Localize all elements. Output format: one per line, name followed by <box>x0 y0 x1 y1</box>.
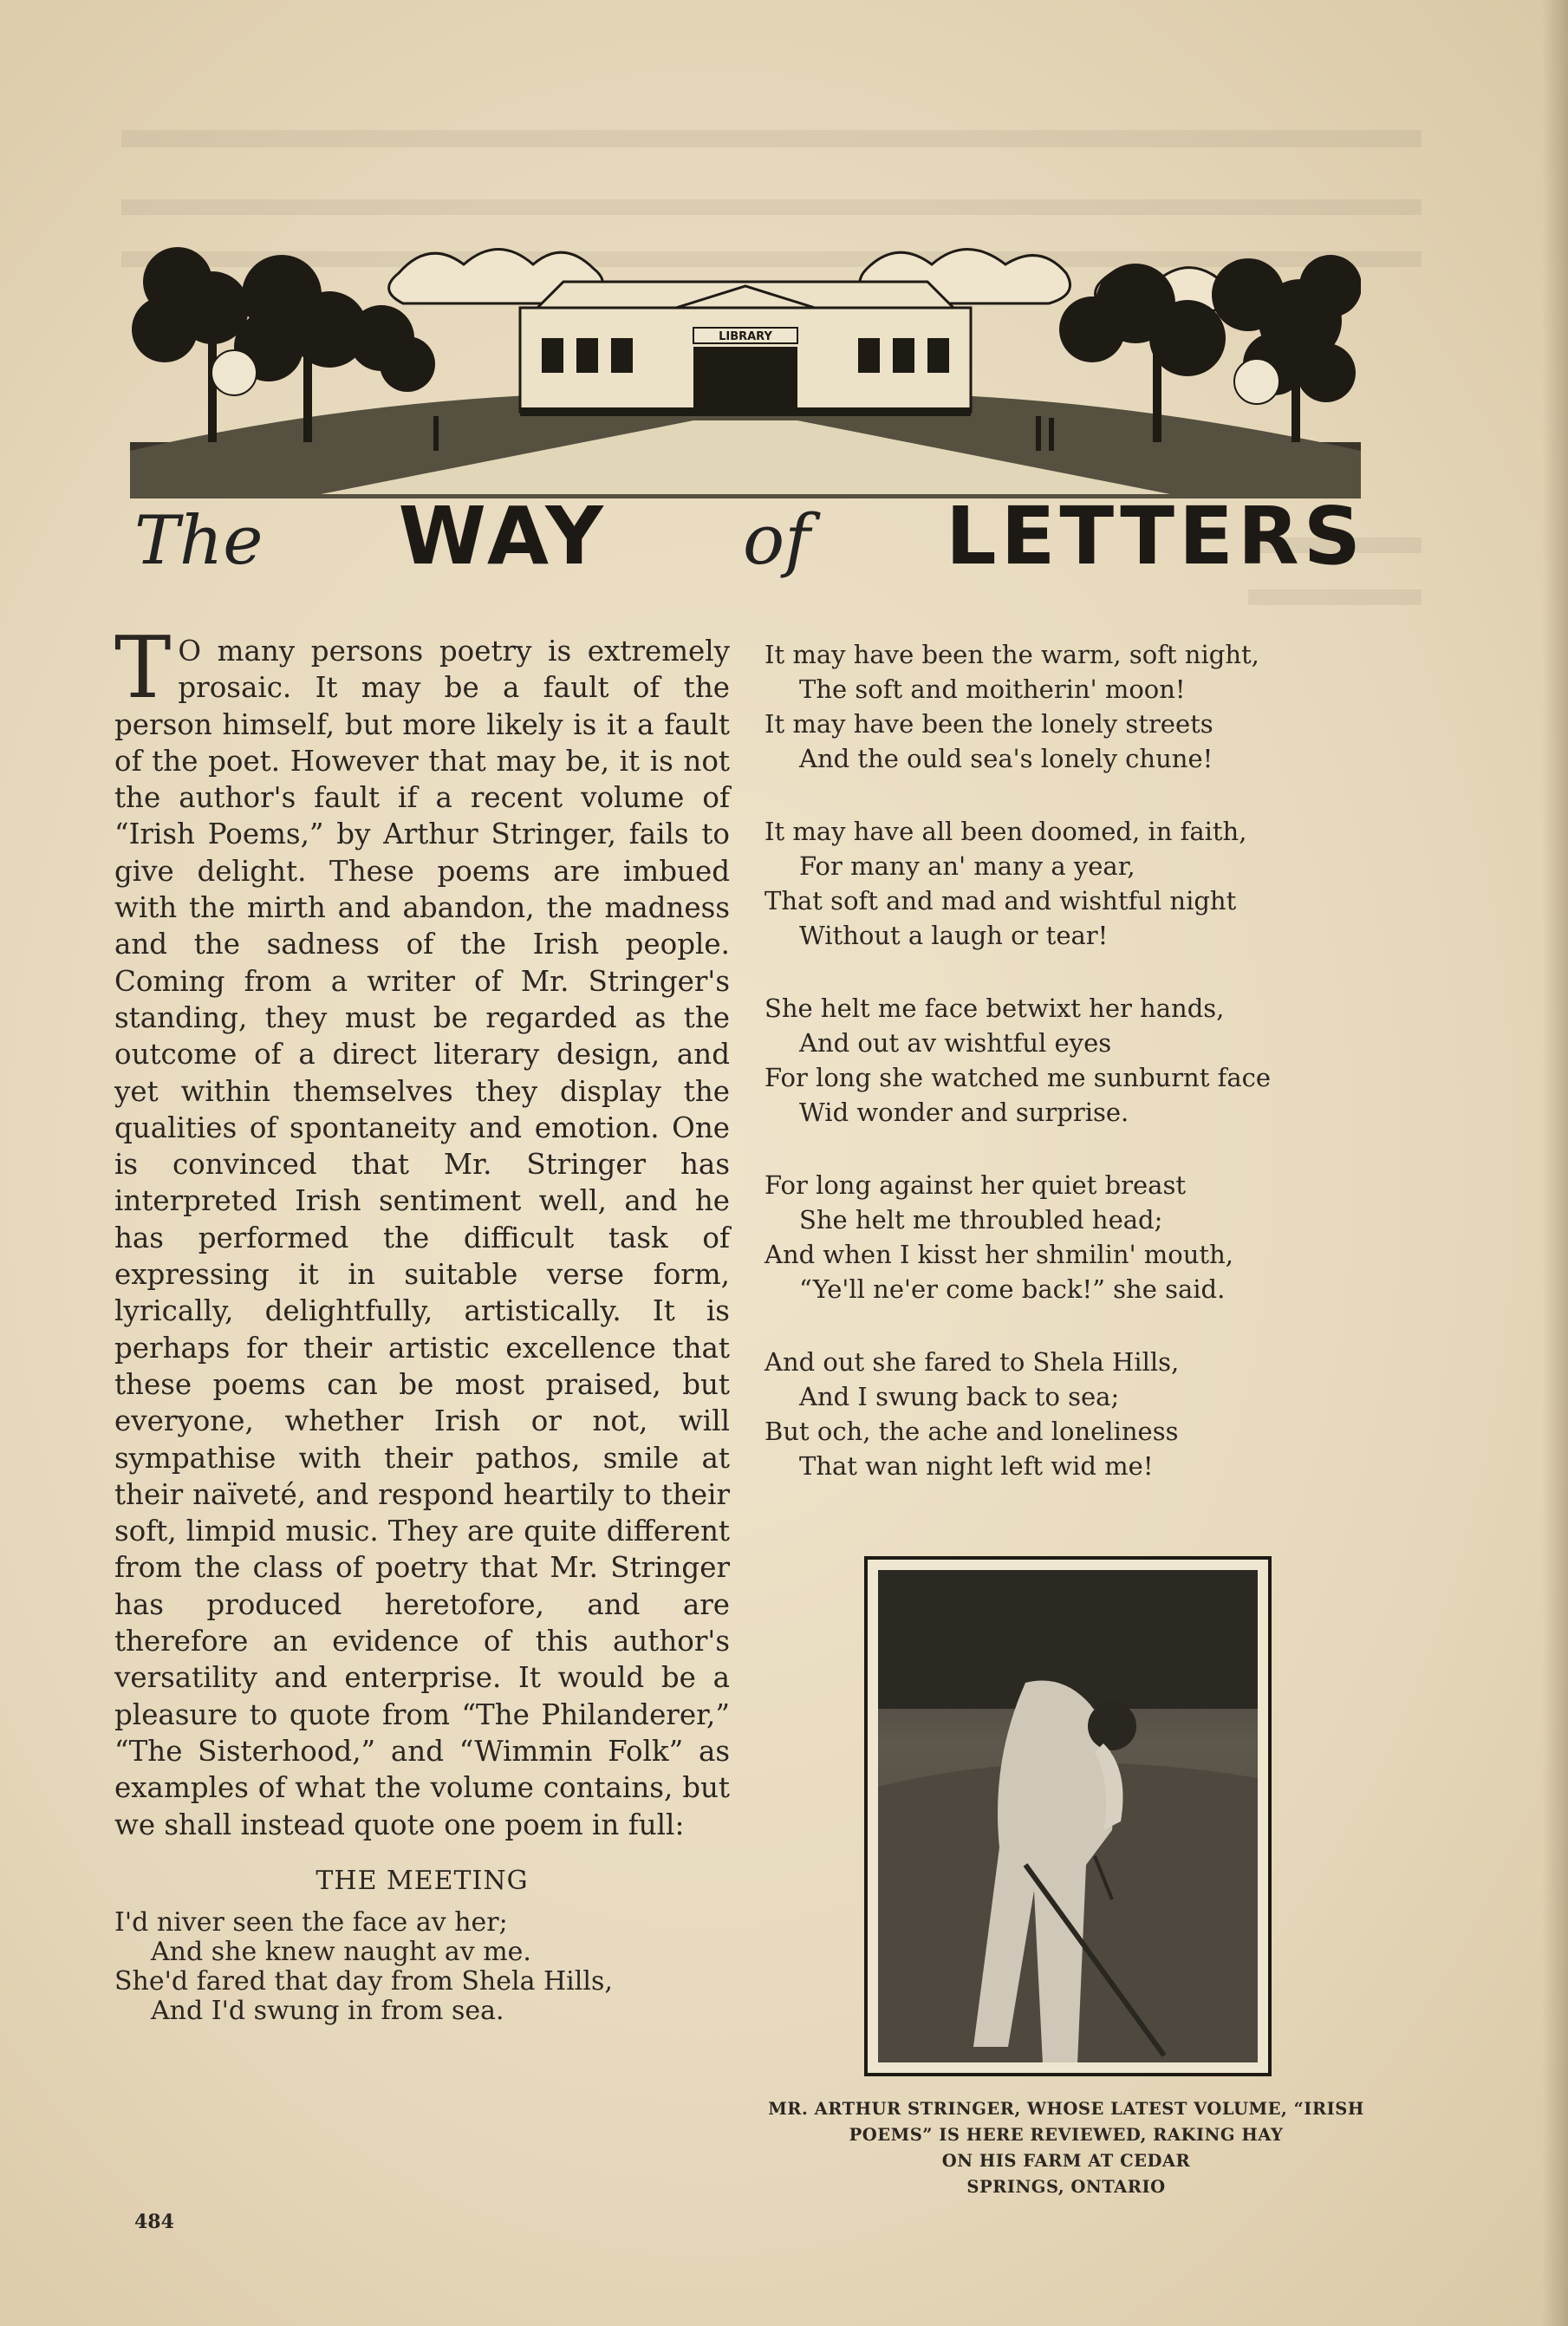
section-title <box>134 490 1365 585</box>
library-sign: LIBRARY <box>719 330 772 343</box>
verse-line: She'd fared that day from Shela Hills, <box>114 1965 613 1997</box>
library-illustration <box>130 234 1361 498</box>
verse-line: The soft and moitherin' moon! <box>799 674 1186 704</box>
verse-line: And I'd swung in from sea. <box>151 1995 504 2026</box>
page-number: 484 <box>134 2211 174 2233</box>
caption-line: POEMS” IS HERE REVIEWED, RAKING HAY <box>849 2125 1284 2145</box>
verse-line: It may have been the lonely streets <box>764 709 1213 739</box>
verse-line: She helt me face betwixt her hands, <box>764 994 1225 1023</box>
verse-line: Without a laugh or tear! <box>799 921 1109 950</box>
caption-line: SPRINGS, ONTARIO <box>966 2177 1166 2197</box>
article-body <box>114 619 730 1843</box>
poem-stanza-2 <box>764 637 1389 776</box>
photo-caption <box>745 2096 1387 2200</box>
title-way: WAY <box>398 490 608 583</box>
poem-stanza-3 <box>764 814 1389 953</box>
author-photo-frame <box>864 1556 1272 2076</box>
verse-line: And when I kisst her shmilin' mouth, <box>764 1240 1233 1269</box>
left-column <box>114 619 730 2026</box>
poem-title: THE MEETING <box>316 1865 529 1896</box>
verse-line: Wid wonder and surprise. <box>799 1098 1129 1127</box>
verse-line: I'd niver seen the face av her; <box>114 1906 508 1938</box>
verse-line: That soft and mad and wishtful night <box>764 886 1237 915</box>
title-letters: LETTERS <box>945 490 1365 583</box>
caption-line: ON HIS FARM AT CEDAR <box>941 2151 1191 2171</box>
verse-line: For many an' many a year, <box>799 851 1135 881</box>
poem-stanza-6 <box>764 1345 1389 1483</box>
poem-stanza-1 <box>114 1908 730 2026</box>
verse-line: It may have all been doomed, in faith, <box>764 817 1247 846</box>
caption-line: MR. ARTHUR STRINGER, WHOSE LATEST VOLUME, “IRISH <box>768 2099 1364 2119</box>
article-text: O many persons poetry is extremely prosaic. It may be a fault of the person himself, but more likely is it a fault of the poet. However that may be, it is not the author's fault if a recent volume of “Irish Poems,” by Arthur Stringer, fails to give delight. These poems are imbued with the mirth and abandon, the madness and the sadness of the Irish people. Coming from a writer of Mr. Stringer's standing, they must be regarded as the outcome of a direct literary design, and yet within themselves they display the qualities of spontaneity and emotion. One is convinced that Mr. Stringer has interpreted Irish sentiment well, and he has performed the difficult task of expressing it in suitable verse form, lyrically, delightfully, artistically. It is perhaps for their artistic excellence that these poems can be most praised, but everyone, whether Irish or not, will sympathise with their pathos, smile at their naïveté, and respond heartily to their soft, limpid music. They are quite different from the class of poetry that Mr. Stringer has produced heretofore, and are therefore an evidence of this author's versatility and enterprise. It would be a pleasure to quote from “The Philanderer,” “The Sisterhood,” and “Wimmin Folk” as examples of what the volume contains, but we shall instead quote one poem in full: <box>114 635 730 1841</box>
verse-line: It may have been the warm, soft night, <box>764 640 1259 669</box>
title-the: The <box>134 502 264 580</box>
verse-line: And she knew naught av me. <box>151 1936 531 1967</box>
verse-line: She helt me throubled head; <box>799 1205 1163 1235</box>
poem-stanza-4 <box>764 991 1389 1130</box>
verse-line: For long against her quiet breast <box>764 1170 1187 1200</box>
verse-line: And out she fared to Shela Hills, <box>764 1347 1180 1377</box>
verse-line: But och, the ache and loneliness <box>764 1417 1179 1446</box>
verse-line: For long she watched me sunburnt face <box>764 1063 1272 1092</box>
verse-line: That wan night left wid me! <box>799 1451 1154 1481</box>
author-photo <box>878 1570 1258 2062</box>
title-of: of <box>743 499 810 580</box>
verse-line: “Ye'll ne'er come back!” she said. <box>799 1274 1226 1304</box>
verse-line: And I swung back to sea; <box>799 1382 1120 1411</box>
verse-line: And the ould sea's lonely chune! <box>799 744 1213 773</box>
right-column <box>764 637 1389 1521</box>
poem-stanza-5 <box>764 1168 1389 1306</box>
drop-cap: T <box>114 619 172 718</box>
verse-line: And out av wishtful eyes <box>799 1028 1112 1058</box>
